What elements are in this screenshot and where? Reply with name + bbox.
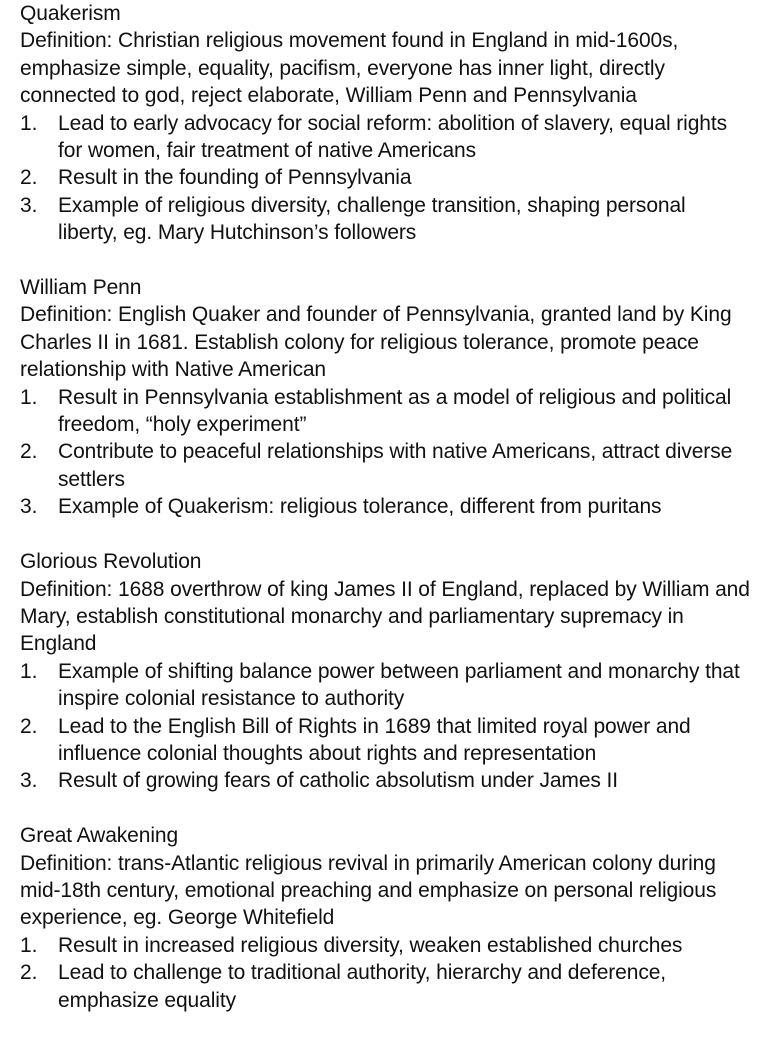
list-item — [20, 959, 760, 1014]
list-item — [20, 767, 760, 794]
term-heading: Great Awakening — [20, 824, 179, 848]
section-glorious-revolution — [20, 548, 760, 795]
numbered-list — [20, 384, 760, 521]
list-number: 2. — [20, 440, 38, 464]
list-item — [20, 438, 760, 493]
list-item-text: Contribute to peaceful relationships with native Americans, attract diverse settlers — [58, 440, 733, 491]
definition-text: Definition: 1688 overthrow of king James II of England, replaced by William and Mary, establish constitutional monarchy and parliamentary supremacy in England — [20, 577, 750, 656]
list-item — [20, 932, 760, 959]
numbered-list — [20, 932, 760, 1014]
section-quakerism — [20, 0, 760, 247]
list-number: 2. — [20, 961, 38, 985]
list-number: 3. — [20, 495, 38, 519]
list-item-text: Lead to early advocacy for social reform: abolition of slavery, equal rights for women, fair treatment of native Americans — [58, 111, 728, 163]
list-item — [20, 192, 760, 247]
list-item — [20, 164, 760, 191]
definition-text: Definition: trans-Atlantic religious revival in primarily American colony during mid-18th century, emotional preaching and emphasize on personal religious experience, eg. George Whitefield — [20, 851, 717, 930]
list-item-text: Example of religious diversity, challenge transition, shaping personal liberty, eg. Mary Hutchinson’s followers — [58, 193, 686, 245]
list-item-text: Result in increased religious diversity, weaken established churches — [58, 933, 683, 957]
list-item-text: Lead to the English Bill of Rights in 1689 that limited royal power and influence colonial thoughts about rights and representation — [58, 714, 691, 765]
list-number: 3. — [20, 193, 38, 217]
list-item-text: Example of shifting balance power between parliament and monarchy that inspire colonial resistance to authority — [58, 659, 740, 711]
list-item-text: Example of Quakerism: religious tolerance, different from puritans — [58, 495, 662, 519]
list-item — [20, 110, 760, 165]
list-item — [20, 384, 760, 439]
list-number: 1. — [20, 933, 38, 957]
numbered-list — [20, 658, 760, 795]
list-item — [20, 658, 760, 713]
numbered-list — [20, 110, 760, 247]
definition-text: Definition: Christian religious movement found in England in mid-1600s, emphasize simple, equality, pacifism, everyone has inner light, directly connected to god, reject elaborate, William Penn and Pennsylvania — [20, 29, 679, 108]
list-item-text: Lead to challenge to traditional authority, hierarchy and deference, emphasize equality — [58, 961, 667, 1012]
notes-document — [20, 0, 760, 1041]
list-item — [20, 493, 760, 520]
term-heading: Quakerism — [20, 2, 121, 25]
list-item-text: Result in Pennsylvania establishment as a model of religious and political freedom, “holy experiment” — [58, 385, 732, 437]
list-number: 1. — [20, 111, 38, 135]
definition-text: Definition: English Quaker and founder of Pennsylvania, granted land by King Charles II in 1681. Establish colony for religious tolerance, promote peace relationship with Native American — [20, 303, 732, 382]
section-great-awakening — [20, 822, 760, 1014]
list-number: 2. — [20, 166, 38, 190]
list-item — [20, 713, 760, 768]
list-item-text: Result in the founding of Pennsylvania — [58, 166, 412, 190]
list-number: 3. — [20, 769, 38, 793]
list-number: 1. — [20, 659, 38, 683]
list-item-text: Result of growing fears of catholic absolutism under James II — [58, 769, 618, 793]
section-william-penn — [20, 274, 760, 521]
term-heading: Glorious Revolution — [20, 550, 202, 574]
term-heading: William Penn — [20, 276, 142, 300]
list-number: 2. — [20, 714, 38, 738]
list-number: 1. — [20, 385, 38, 409]
